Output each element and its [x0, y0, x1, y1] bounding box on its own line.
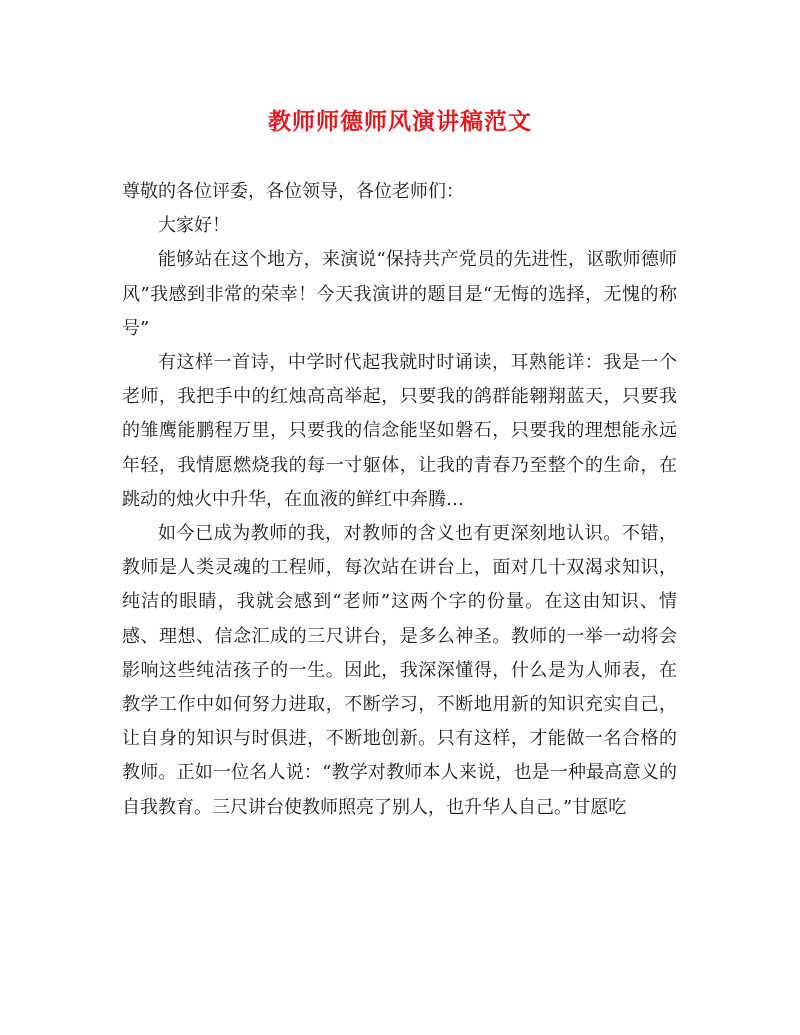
paragraph-poem: 有这样一首诗，中学时代起我就时时诵读，耳熟能详：我是一个老师，我把手中的红烛高高举起，只要我的鸽群能翱翔蓝天，只要我的雏鹰能鹏程万里，只要我的信念能坚如磐石，只要我的理想能永远年轻，我情愿燃烧我的每一寸躯体，让我的青春乃至整个的生命，在跳动的烛火中升华，在血液的鲜红中奔腾…	[122, 352, 677, 510]
document-body	[122, 175, 677, 825]
paragraph-salutation: 大家好！	[158, 215, 230, 237]
document-title: 教师师德师风演讲稿范文	[268, 108, 532, 135]
paragraph-intro: 能够站在这个地方，来演说“保持共产党员的先进性，讴歌师德师风”我感到非常的荣幸！今天我演讲的题目是“无悔的选择，无愧的称号”	[122, 249, 677, 339]
greeting-line: 尊敬的各位评委，各位领导，各位老师们：	[122, 181, 464, 202]
paragraph-reflection: 如今已成为教师的我，对教师的含义也有更深刻地认识。不错，教师是人类灵魂的工程师，每次站在讲台上，面对几十双渴求知识，纯洁的眼睛，我就会感到“老师”这两个字的份量。在这由知识、情感、理想、信念汇成的三尺讲台，是多么神圣。教师的一举一动将会影响这些纯洁孩子的一生。因此，我深深懂得，什么是为人师表，在教学工作中如何努力进取，不断学习，不断地用新的知识充实自己，让自身的知识与时俱进，不断地创新。只有这样，才能做一名合格的教师。正如一位名人说：“教学对教师本人来说，也是一种最高意义的自我教育。三尺讲台使教师照亮了别人，也升华人自己。”甘愿吃	[122, 523, 677, 818]
